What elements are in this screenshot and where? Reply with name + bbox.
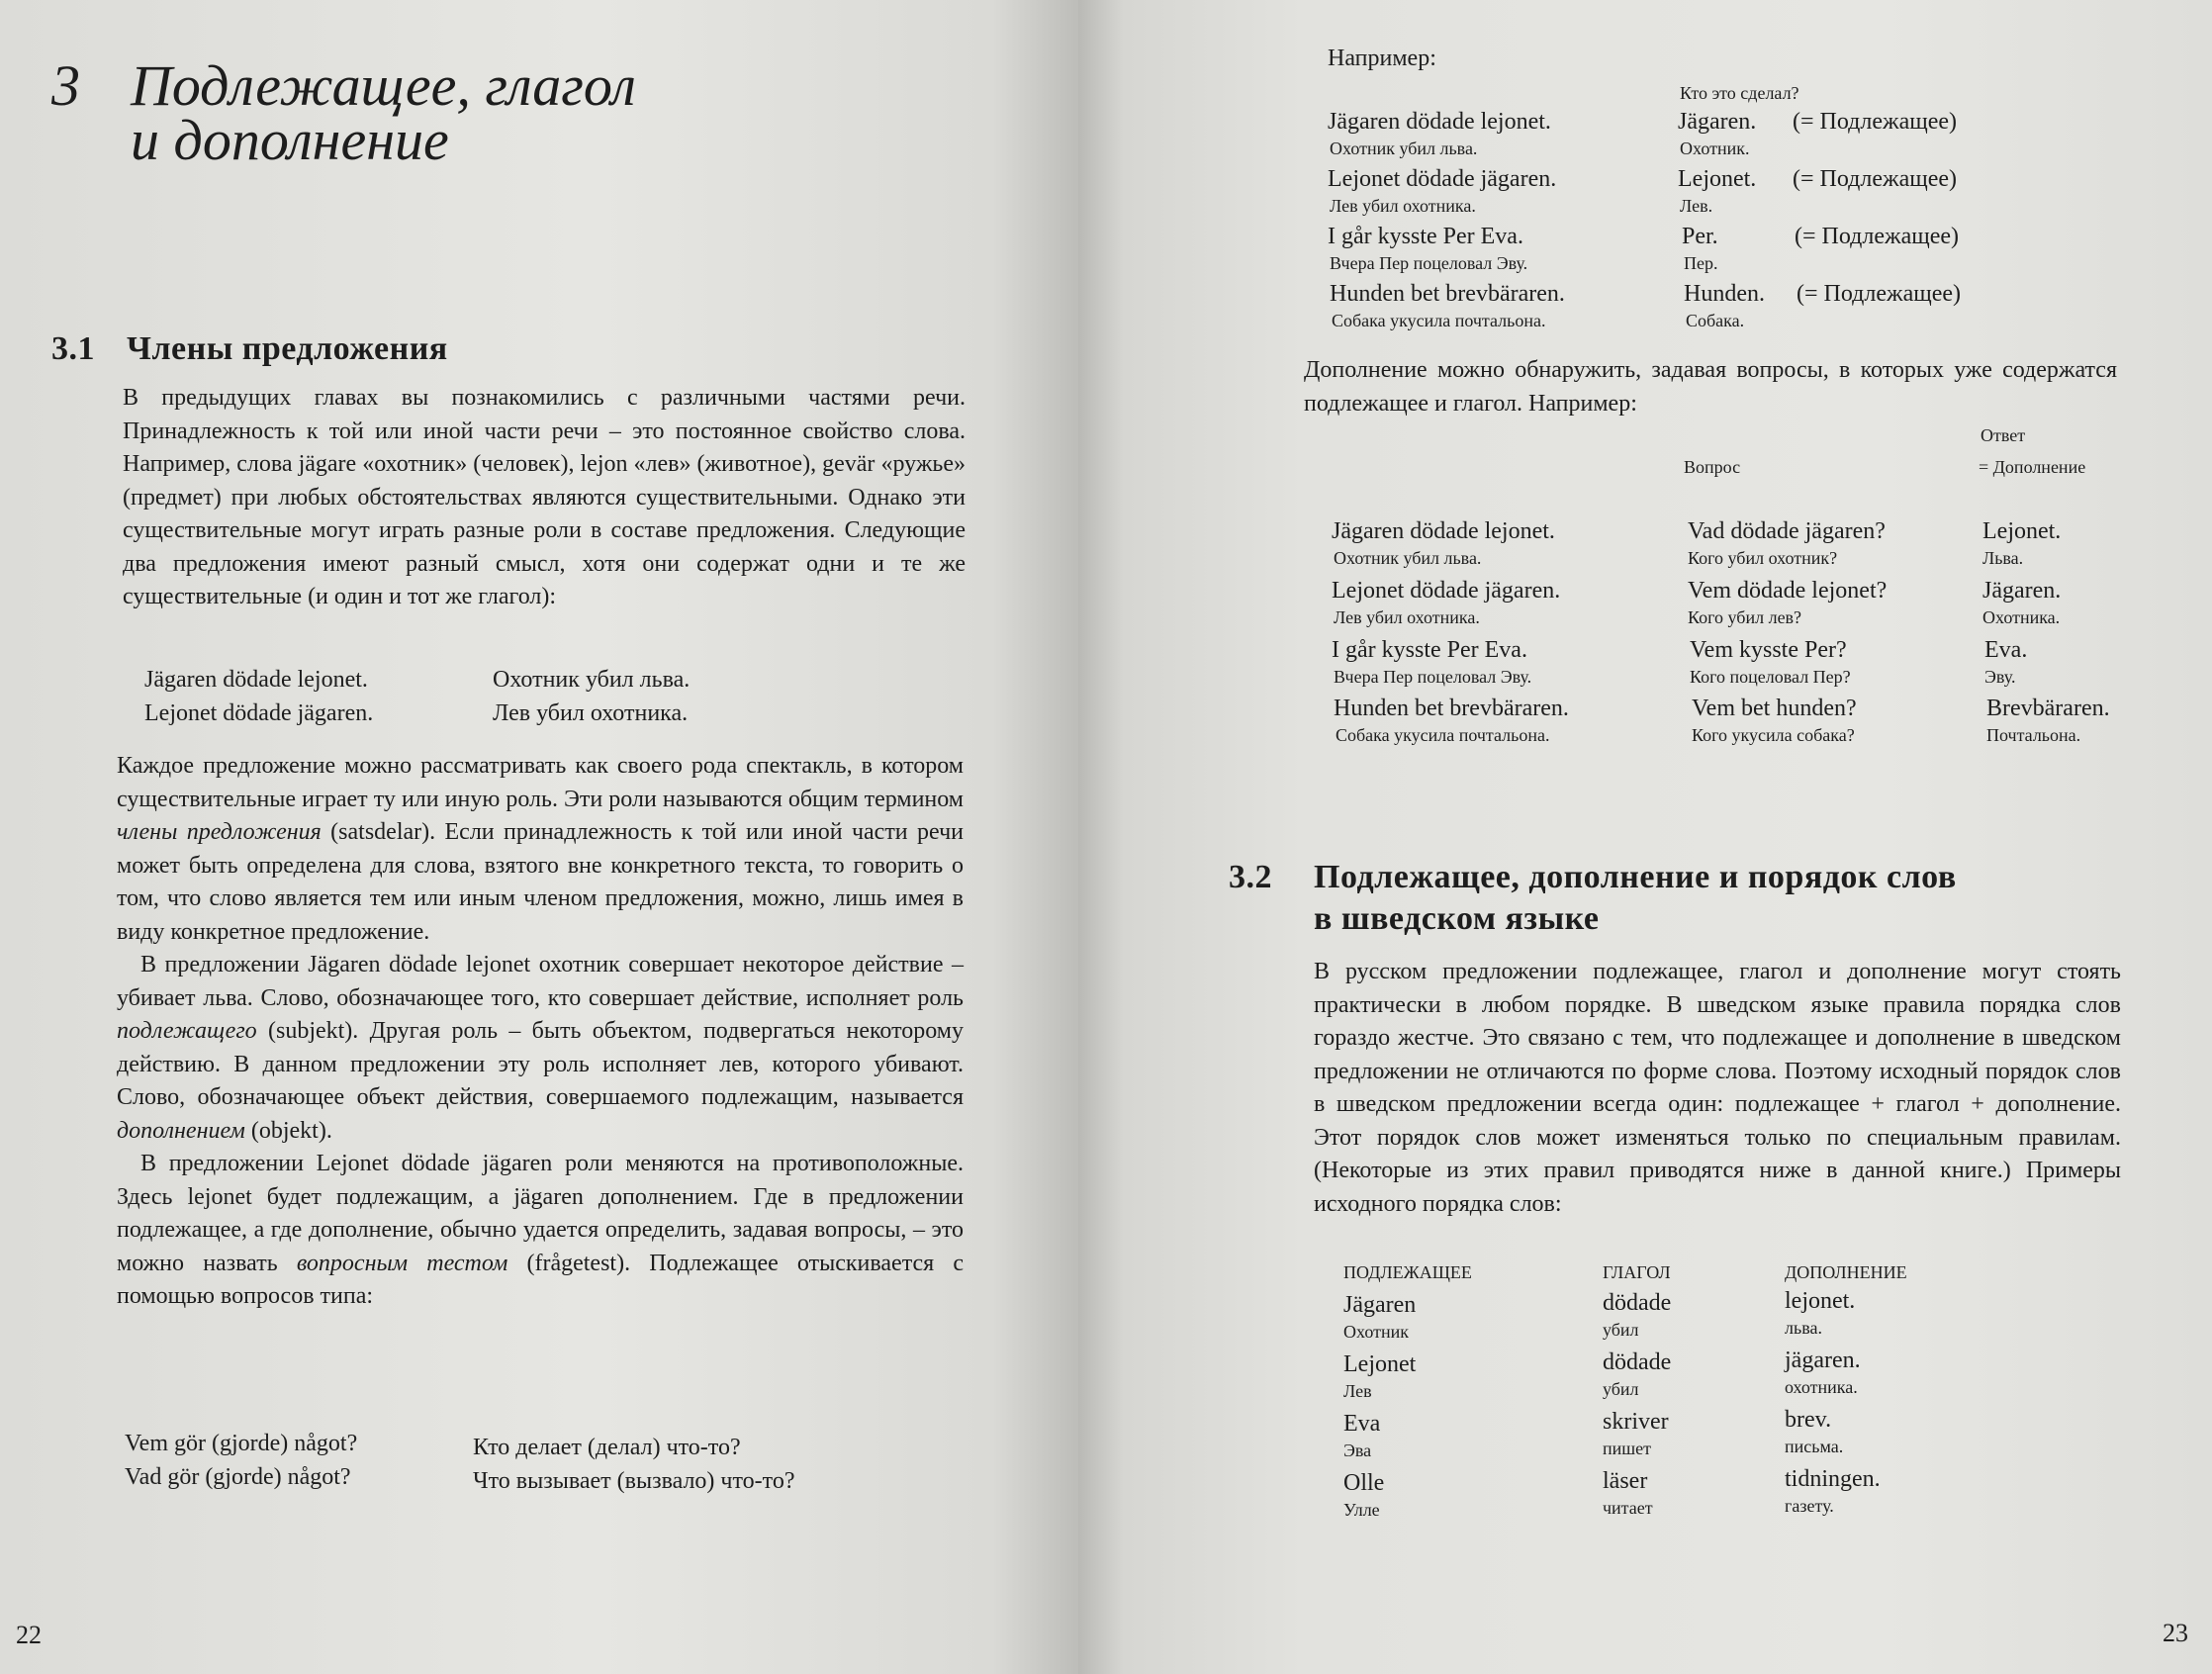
term-object: дополнением: [117, 1117, 245, 1144]
table2-sv: Jägaren dödade lejonet.: [1332, 518, 1555, 544]
table1-answer-sv: Lejonet.: [1678, 166, 1757, 192]
table3-object: brev.: [1785, 1407, 1832, 1433]
table2-sv: Hunden bet brevbäraren.: [1334, 696, 1569, 721]
term-question-test: вопросным тестом: [296, 1250, 508, 1276]
table3-verb-ru: читает: [1603, 1498, 1653, 1518]
text-run: В предложении Lejonet dödade jägaren роли меняются на противоположные. Здесь lejonet будет подлежащим, а jägaren дополнением. Где в предложении подлежащее, а где дополнение, обычно удается определить, задавая вопросы, – это можно назвать: [117, 1151, 964, 1276]
table1-note: (= Подлежащее): [1797, 281, 1962, 307]
section-3-1-title: Члены предложения: [127, 330, 448, 367]
table1-note: (= Подлежащее): [1793, 109, 1958, 135]
chapter-title-line1: Подлежащее, глагол: [131, 53, 636, 118]
question-sv-1: Vem gör (gjorde) något?: [125, 1431, 358, 1456]
table1-answer-sv: Hunden.: [1684, 281, 1765, 307]
section-3-2-number: 3.2: [1229, 859, 1272, 895]
table1-sv: I går kysste Per Eva.: [1328, 224, 1523, 249]
table1-answer-ru: Охотник.: [1680, 139, 1750, 158]
question-ru-1: Кто делает (делал) что-то?: [473, 1435, 741, 1460]
right-page: [1078, 0, 2212, 1674]
table1-answer-ru: Собака.: [1686, 311, 1745, 330]
text-run: Каждое предложение можно рассматривать как своего рода спектакль, в котором существительные играет ту или иную роль. Эти роли называются общим термином: [117, 753, 964, 812]
table2-question-ru: Кого укусила собака?: [1692, 725, 1855, 745]
table1-sv: Jägaren dödade lejonet.: [1328, 109, 1551, 135]
table2-ru: Собака укусила почтальона.: [1336, 725, 1550, 745]
table2-answer-sv: Eva.: [1984, 637, 2028, 663]
table1-answer-sv: Per.: [1682, 224, 1718, 249]
table1-ru: Собака укусила почтальона.: [1332, 311, 1546, 330]
chapter-title-line2: и дополнение: [131, 108, 449, 172]
table1-sv: Hunden bet brevbäraren.: [1330, 281, 1565, 307]
table2-answer-sv: Brevbäraren.: [1986, 696, 2110, 721]
paragraph-object: [1304, 354, 2117, 420]
table3-object: lejonet.: [1785, 1288, 1856, 1314]
table3-subject: Eva: [1343, 1411, 1381, 1437]
table2-header-question: Вопрос: [1684, 457, 1741, 477]
table2-answer-ru: Эву.: [1984, 667, 2016, 687]
table3-header-object: ДОПОЛНЕНИЕ: [1785, 1262, 1907, 1282]
table2-ru: Вчера Пер поцеловал Эву.: [1334, 667, 1532, 687]
table3-object-ru: газету.: [1785, 1496, 1834, 1516]
table1-answer-ru: Лев.: [1680, 196, 1713, 216]
table2-answer-ru: Льва.: [1982, 548, 2024, 568]
table2-question-ru: Кого поцеловал Пер?: [1690, 667, 1851, 687]
table1-sv: Lejonet dödade jägaren.: [1328, 166, 1557, 192]
text-run: (objekt).: [244, 1117, 332, 1144]
question-sv-2: Vad gör (gjorde) något?: [125, 1464, 351, 1490]
table2-ru: Лев убил охотника.: [1334, 607, 1480, 627]
term-subject: подлежащего: [117, 1018, 257, 1044]
table2-answer-ru: Охотника.: [1982, 607, 2061, 627]
table3-subject-ru: Лев: [1343, 1381, 1372, 1401]
table3-object: tidningen.: [1785, 1466, 1881, 1492]
chapter-number: 3: [51, 53, 80, 118]
intro-example: Например:: [1328, 46, 1436, 71]
table3-subject-ru: Охотник: [1343, 1322, 1409, 1342]
table3-verb-ru: убил: [1603, 1320, 1639, 1340]
table3-verb: skriver: [1603, 1409, 1669, 1435]
table3-verb-ru: пишет: [1603, 1439, 1651, 1458]
table2-header-object: = Дополнение: [1979, 457, 2086, 477]
table1-header: Кто это сделал?: [1680, 83, 1799, 103]
table3-verb: dödade: [1603, 1349, 1672, 1375]
table3-subject-ru: Улле: [1343, 1500, 1380, 1520]
table3-header-subject: ПОДЛЕЖАЩЕЕ: [1343, 1262, 1472, 1282]
text-run: (frågetest). Подлежащее отыскивается с помощью вопросов типа:: [117, 1250, 964, 1309]
paragraph-sentence-members: [117, 750, 964, 1314]
text-run: В предложении Jägaren dödade lejonet охотник совершает некоторое действие – убивает льва. Слово, обозначающее того, кто совершает действие, исполняет роль: [117, 952, 964, 1011]
table3-object-ru: льва.: [1785, 1318, 1822, 1338]
table2-question-ru: Кого убил охотник?: [1688, 548, 1838, 568]
table1-note: (= Подлежащее): [1793, 166, 1958, 192]
example-ru-1: Охотник убил льва.: [493, 667, 691, 693]
table2-question-sv: Vad dödade jägaren?: [1688, 518, 1886, 544]
table3-subject-ru: Эва: [1343, 1441, 1372, 1460]
table2-question-sv: Vem dödade lejonet?: [1688, 578, 1888, 604]
table3-object: jägaren.: [1785, 1348, 1861, 1373]
table3-object-ru: охотника.: [1785, 1377, 1858, 1397]
paragraph-parts-of-speech: [123, 382, 966, 614]
table3-verb: läser: [1603, 1468, 1648, 1494]
table3-subject: Lejonet: [1343, 1351, 1417, 1377]
table1-ru: Охотник убил льва.: [1330, 139, 1478, 158]
table2-sv: I går kysste Per Eva.: [1332, 637, 1527, 663]
example-sv-1: Jägaren dödade lejonet.: [144, 667, 368, 693]
page-number-left: 22: [16, 1621, 42, 1649]
table3-verb: dödade: [1603, 1290, 1672, 1316]
table1-answer-ru: Пер.: [1684, 253, 1718, 273]
text-run: (satsdelar). Если принадлежность к той или иной части речи может быть определена для слова, взятого вне конкретного текста, то говорить о том, что слово является тем или иным членом предложения, можно, лишь имея в виду конкретное предложение.: [117, 819, 965, 945]
table3-subject: Olle: [1343, 1470, 1385, 1496]
section-3-2-title-line2: в шведском языке: [1314, 900, 1600, 937]
table3-header-verb: ГЛАГОЛ: [1603, 1262, 1671, 1282]
table3-verb-ru: убил: [1603, 1379, 1639, 1399]
paragraph-text: Дополнение можно обнаружить, задавая вопросы, в которых уже содержатся подлежащее и глагол. Например:: [1304, 357, 2117, 417]
table2-sv: Lejonet dödade jägaren.: [1332, 578, 1561, 604]
question-ru-2: Что вызывает (вызвало) что-то?: [473, 1468, 795, 1494]
section-3-1-number: 3.1: [51, 330, 95, 367]
table3-object-ru: письма.: [1785, 1437, 1844, 1456]
table1-answer-sv: Jägaren.: [1678, 109, 1757, 135]
table2-question-sv: Vem kysste Per?: [1690, 637, 1847, 663]
table2-header-answer: Ответ: [1981, 425, 2026, 445]
table2-question-sv: Vem bet hunden?: [1692, 696, 1857, 721]
table3-subject: Jägaren: [1343, 1292, 1417, 1318]
example-ru-2: Лев убил охотника.: [493, 700, 689, 726]
paragraph-word-order: [1314, 956, 2121, 1221]
table2-answer-ru: Почтальона.: [1986, 725, 2081, 745]
table1-note: (= Подлежащее): [1795, 224, 1960, 249]
page-number-right: 23: [2163, 1619, 2188, 1647]
table2-answer-sv: Jägaren.: [1982, 578, 2062, 604]
table2-ru: Охотник убил льва.: [1334, 548, 1482, 568]
paragraph-text: В предыдущих главах вы познакомились с различными частями речи. Принадлежность к той или иной части речи – это постоянное свойство слова. Например, слова jägare «охотник» (человек), lejon «лев» (животное), gevär «ружье» (предмет) при любых обстоятельствах являются существительными. Однако эти существительные могут играть разные роли в составе предложения. Следующие два предложения имеют разный смысл, хотя они содержат одни и те же существительные (и один и тот же глагол):: [123, 385, 966, 609]
table1-ru: Вчера Пер поцеловал Эву.: [1330, 253, 1528, 273]
example-sv-2: Lejonet dödade jägaren.: [144, 700, 374, 726]
table2-answer-sv: Lejonet.: [1982, 518, 2062, 544]
paragraph-text: В русском предложении подлежащее, глагол и дополнение могут стоять практически в любом порядке. В шведском языке правила порядка слов гораздо жестче. Это связано с тем, что подлежащее и дополнение в шведском предложении не отличаются по форме слова. Поэтому исходный порядок слов в шведском предложении всегда один: подлежащее + глагол + дополнение. Этот порядок слов может изменяться только по специальным правилам. (Некоторые из этих правил приводятся ниже в данной книге.) Примеры исходного порядка слов:: [1314, 959, 2121, 1217]
section-3-2-title-line1: Подлежащее, дополнение и порядок слов: [1314, 859, 1957, 895]
left-page: [0, 0, 1078, 1674]
text-run: (subjekt). Другая роль – быть объектом, подвергаться некоторому действию. В данном предложении эту роль исполняет лев, которого убивают. Слово, обозначающее объект действия, совершаемого подлежащим, называется: [117, 1018, 964, 1110]
term-sentence-members: члены предложения: [117, 819, 322, 845]
table1-ru: Лев убил охотника.: [1330, 196, 1476, 216]
table2-question-ru: Кого убил лев?: [1688, 607, 1802, 627]
